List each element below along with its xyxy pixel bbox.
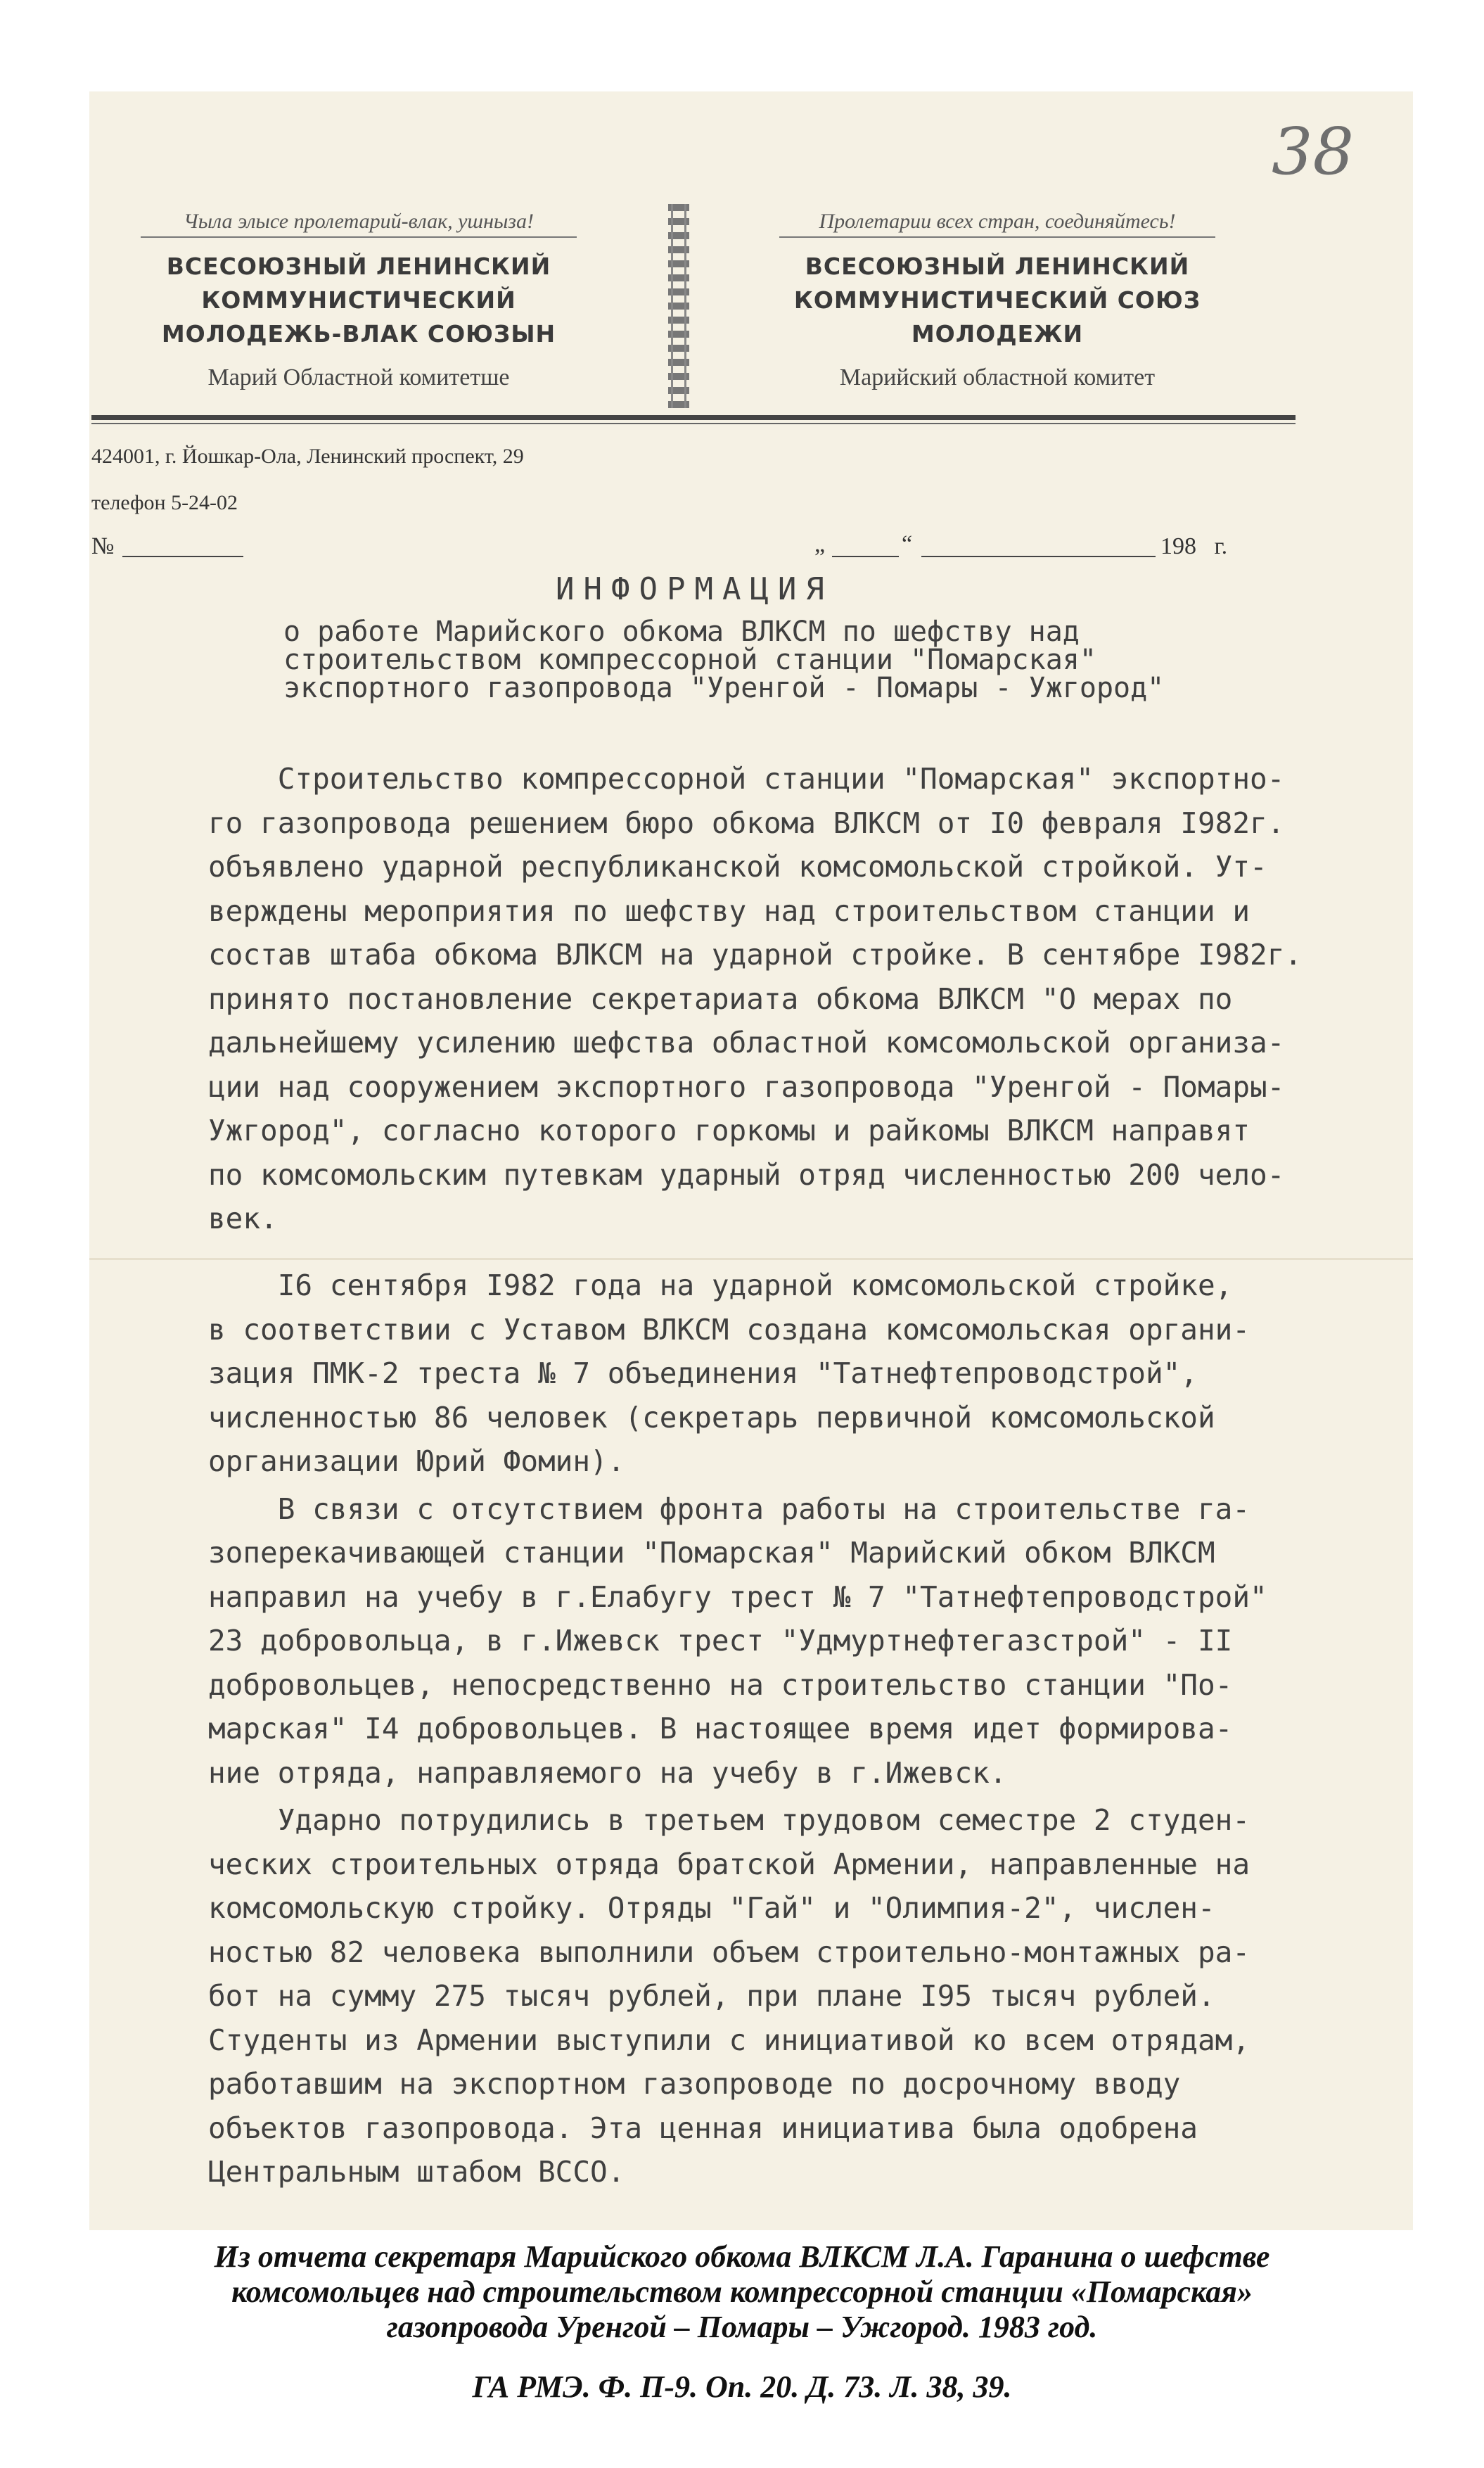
body-line: ческих строительных отряда братской Армении, направленные на: [208, 1847, 1250, 1881]
caption-line-3: газопровода Уренгой – Помары – Ужгород. 1983 год.: [386, 2310, 1098, 2344]
body-line: направил на учебу в г.Елабугу трест № 7 "Татнефтепроводстрой": [208, 1580, 1267, 1614]
left-committee: Марий Областной комитетше: [207, 364, 510, 390]
body-line: го газопровода решением бюро обкома ВЛКСМ от I0 февраля I982г.: [208, 806, 1285, 840]
right-org-line-2: КОММУНИСТИЧЕСКИЙ СОЮЗ: [793, 286, 1201, 314]
body-line: организации Юрий Фомин).: [208, 1444, 625, 1478]
right-committee: Марийский областной комитет: [839, 364, 1156, 390]
date-quote-close: “: [902, 531, 913, 557]
caption-line-1: Из отчета секретаря Марийского обкома ВЛКСМ Л.А. Гаранина о шефстве: [214, 2239, 1270, 2274]
body-line: верждены мероприятия по шефству над строительством станции и: [208, 894, 1250, 928]
body-line: принято постановление секретариата обкома ВЛКСМ "О мерах по: [208, 982, 1233, 1016]
body-line: Центральным штабом ВССО.: [208, 2155, 625, 2189]
right-org-name: [751, 250, 1243, 351]
right-slogan: Пролетарии всех стран, соединяйтесь!: [779, 210, 1215, 238]
body-line: бот на сумму 275 тысяч рублей, при плане I95 тысяч рублей.: [208, 1979, 1215, 2013]
archive-page-number: 38: [1272, 114, 1355, 189]
body-line: объектов газопровода. Эта ценная инициатива была одобрена: [208, 2111, 1198, 2145]
date-day-blank: [832, 556, 899, 557]
letterhead-rule-thin: [91, 423, 1296, 424]
body-line: ции над сооружением экспортного газопровода "Уренгой - Помары-: [208, 1070, 1285, 1104]
subtitle-line: экспортного газопровода "Уренгой - Помары - Ужгород": [283, 672, 1165, 704]
body-line: Ужгород", согласно которого горкомы и райкомы ВЛКСМ направят: [208, 1114, 1250, 1147]
caption-line-2: комсомольцев над строительством компрессорной станции «Помарская»: [231, 2275, 1253, 2309]
left-org-line-3: МОЛОДЕЖЬ-ВЛАК СОЮЗЫН: [161, 320, 556, 348]
number-blank: [122, 556, 243, 557]
left-org-line-2: КОММУНИСТИЧЕСКИЙ: [201, 286, 516, 314]
body-line: В связи с отсутствием фронта работы на строительстве га-: [208, 1492, 1250, 1526]
left-org-line-1: ВСЕСОЮЗНЫЙ ЛЕНИНСКИЙ: [166, 253, 551, 280]
number-label: №: [91, 533, 115, 559]
body-line: век.: [208, 1202, 278, 1235]
left-slogan: Чыла элысе пролетарий-влак, ушныза!: [141, 210, 577, 238]
document-title: ИНФОРМАЦИЯ: [556, 571, 833, 607]
body-line: комсомольскую стройку. Отряды "Гай" и "Олимпия-2", числен-: [208, 1891, 1215, 1925]
body-line: I6 сентября I982 года на ударной комсомольской стройке,: [208, 1268, 1233, 1302]
body-line: Строительство компрессорной станции "Помарская" экспортно-: [208, 762, 1285, 796]
body-line: зоперекачивающей станции "Помарская" Марийский обком ВЛКСМ: [208, 1536, 1215, 1570]
left-org-name: [113, 250, 605, 351]
right-org-line-1: ВСЕСОЮЗНЫЙ ЛЕНИНСКИЙ: [805, 253, 1190, 280]
body-line: добровольцев, непосредственно на строительство станции "По-: [208, 1668, 1233, 1702]
body-line: Ударно потрудились в третьем трудовом семестре 2 студен-: [208, 1803, 1250, 1837]
body-line: марская" I4 добровольцев. В настоящее время идет формирова-: [208, 1712, 1233, 1745]
archive-reference: ГА РМЭ. Ф. П-9. Оп. 20. Д. 73. Л. 38, 39.: [472, 2370, 1012, 2404]
body-line: Студенты из Армении выступили с инициативой ко всем отрядам,: [208, 2023, 1250, 2057]
body-line: состав штаба обкома ВЛКСМ на ударной стройке. В сентябре I982г.: [208, 938, 1303, 972]
body-line: дальнейшему усилению шефства областной комсомольской организа-: [208, 1026, 1285, 1060]
date-year: 198 г.: [1160, 533, 1228, 559]
date-month-blank: [921, 556, 1156, 557]
body-line: численностью 86 человек (секретарь первичной комсомольской: [208, 1401, 1215, 1435]
body-line: объявлено ударной республиканской комсомольской стройкой. Ут-: [208, 850, 1267, 884]
body-line: 23 добровольца, в г.Ижевск трест "Удмуртнефтегазстрой" - II: [208, 1624, 1233, 1658]
body-line: ностью 82 человека выполнили объем строительно-монтажных ра-: [208, 1935, 1250, 1969]
body-line: ние отряда, направляемого на учебу в г.Ижевск.: [208, 1756, 1007, 1790]
letterhead-divider: [668, 204, 689, 408]
letterhead-rule-thick: [91, 415, 1296, 420]
subtitle-line: о работе Марийского обкома ВЛКСМ по шефству над: [283, 616, 1080, 648]
page-join: [89, 1258, 1413, 1260]
address: 424001, г. Йошкар-Ола, Ленинский проспект, 29: [91, 445, 524, 468]
body-line: по комсомольским путевкам ударный отряд численностью 200 чело-: [208, 1158, 1285, 1192]
date-quote-open: „: [814, 531, 826, 557]
body-line: работавшим на экспортном газопроводе по досрочному вводу: [208, 2067, 1181, 2101]
subtitle-line: строительством компрессорной станции "Помарская": [283, 644, 1096, 676]
right-org-line-3: МОЛОДЕЖИ: [911, 320, 1084, 348]
phone: телефон 5-24-02: [91, 491, 238, 514]
body-line: в соответствии с Уставом ВЛКСМ создана комсомольская органи-: [208, 1313, 1250, 1347]
body-line: зация ПМК-2 треста № 7 объединения "Татнефтепроводстрой",: [208, 1356, 1198, 1390]
